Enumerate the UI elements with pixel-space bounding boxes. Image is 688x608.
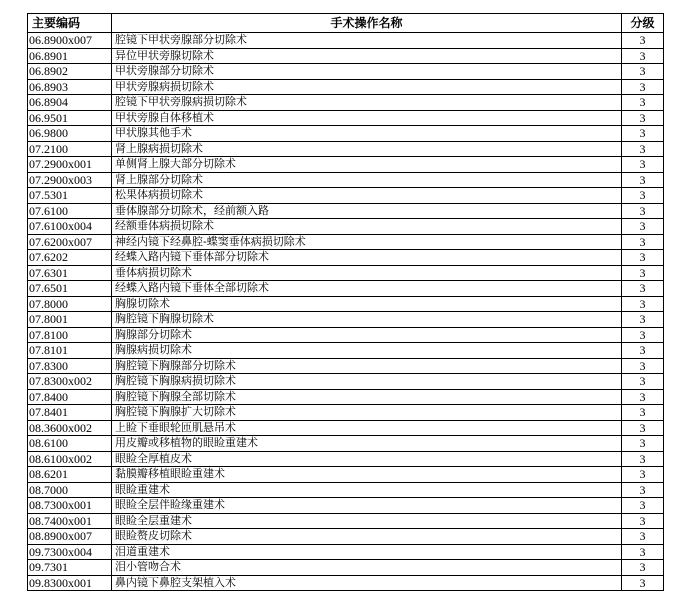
name-cell: 腔镜下甲状旁腺部分切除术 — [112, 33, 622, 49]
name-cell: 垂体腺部分切除术，经前额入路 — [112, 203, 622, 219]
table-row — [28, 513, 664, 529]
table-row — [28, 281, 664, 297]
code-cell: 08.6201 — [28, 467, 112, 483]
name-cell: 眼睑赘皮切除术 — [112, 529, 622, 545]
code-cell: 07.6301 — [28, 265, 112, 281]
level-cell: 3 — [622, 358, 664, 374]
header-level: 分级 — [622, 14, 664, 33]
name-cell: 经蝶入路内镜下垂体部分切除术 — [112, 250, 622, 266]
table-row — [28, 436, 664, 452]
table-row — [28, 327, 664, 343]
code-cell: 07.8101 — [28, 343, 112, 359]
table-row — [28, 358, 664, 374]
table-row — [28, 141, 664, 157]
table-row — [28, 250, 664, 266]
level-cell: 3 — [622, 513, 664, 529]
level-cell: 3 — [622, 64, 664, 80]
level-cell: 3 — [622, 560, 664, 576]
code-cell: 07.2900x001 — [28, 157, 112, 173]
code-cell: 07.2100 — [28, 141, 112, 157]
name-cell: 胸腺切除术 — [112, 296, 622, 312]
level-cell: 3 — [622, 529, 664, 545]
name-cell: 眼睑全厚植皮术 — [112, 451, 622, 467]
code-cell: 07.8300x002 — [28, 374, 112, 390]
name-cell: 胸腔镜下胸腺全部切除术 — [112, 389, 622, 405]
code-cell: 08.6100 — [28, 436, 112, 452]
level-cell: 3 — [622, 405, 664, 421]
code-cell: 06.8903 — [28, 79, 112, 95]
code-cell: 07.6200x007 — [28, 234, 112, 250]
code-cell: 07.8000 — [28, 296, 112, 312]
name-cell: 胸腔镜下胸腺部分切除术 — [112, 358, 622, 374]
name-cell: 异位甲状旁腺切除术 — [112, 48, 622, 64]
name-cell: 松果体病损切除术 — [112, 188, 622, 204]
table-row — [28, 482, 664, 498]
table-row — [28, 575, 664, 591]
code-cell: 07.6501 — [28, 281, 112, 297]
code-cell: 09.8300x001 — [28, 575, 112, 591]
header-code: 主要编码 — [28, 14, 112, 33]
table-row — [28, 64, 664, 80]
code-cell: 09.7300x004 — [28, 544, 112, 560]
header-name: 手术操作名称 — [112, 14, 622, 33]
level-cell: 3 — [622, 327, 664, 343]
code-cell: 06.8900x007 — [28, 33, 112, 49]
level-cell: 3 — [622, 436, 664, 452]
level-cell: 3 — [622, 126, 664, 142]
code-cell: 07.8001 — [28, 312, 112, 328]
code-cell: 06.8902 — [28, 64, 112, 80]
table-header — [28, 14, 664, 33]
name-cell: 眼睑重建术 — [112, 482, 622, 498]
level-cell: 3 — [622, 451, 664, 467]
code-cell: 08.7000 — [28, 482, 112, 498]
name-cell: 肾上腺部分切除术 — [112, 172, 622, 188]
level-cell: 3 — [622, 343, 664, 359]
code-cell: 08.7300x001 — [28, 498, 112, 514]
level-cell: 3 — [622, 172, 664, 188]
level-cell: 3 — [622, 575, 664, 591]
code-cell: 09.7301 — [28, 560, 112, 576]
level-cell: 3 — [622, 420, 664, 436]
code-cell: 08.7400x001 — [28, 513, 112, 529]
table-row — [28, 343, 664, 359]
table-row — [28, 203, 664, 219]
level-cell: 3 — [622, 188, 664, 204]
table-row — [28, 389, 664, 405]
name-cell: 单侧肾上腺大部分切除术 — [112, 157, 622, 173]
table-row — [28, 33, 664, 49]
code-cell: 07.6100 — [28, 203, 112, 219]
table-row — [28, 420, 664, 436]
code-cell: 07.6202 — [28, 250, 112, 266]
level-cell: 3 — [622, 498, 664, 514]
level-cell: 3 — [622, 79, 664, 95]
name-cell: 甲状旁腺病损切除术 — [112, 79, 622, 95]
code-cell: 07.8401 — [28, 405, 112, 421]
name-cell: 腔镜下甲状旁腺病损切除术 — [112, 95, 622, 111]
name-cell: 甲状旁腺部分切除术 — [112, 64, 622, 80]
level-cell: 3 — [622, 281, 664, 297]
table-row — [28, 172, 664, 188]
code-cell: 07.2900x003 — [28, 172, 112, 188]
table-row — [28, 560, 664, 576]
name-cell: 甲状旁腺自体移植术 — [112, 110, 622, 126]
level-cell: 3 — [622, 265, 664, 281]
code-cell: 08.3600x002 — [28, 420, 112, 436]
table-row — [28, 48, 664, 64]
procedure-table — [27, 13, 664, 591]
code-cell: 07.8400 — [28, 389, 112, 405]
table-row — [28, 95, 664, 111]
table-row — [28, 110, 664, 126]
code-cell: 06.8901 — [28, 48, 112, 64]
table-row — [28, 188, 664, 204]
level-cell: 3 — [622, 48, 664, 64]
level-cell: 3 — [622, 141, 664, 157]
level-cell: 3 — [622, 389, 664, 405]
level-cell: 3 — [622, 203, 664, 219]
name-cell: 胸腺病损切除术 — [112, 343, 622, 359]
level-cell: 3 — [622, 296, 664, 312]
name-cell: 鼻内镜下鼻腔支架植入术 — [112, 575, 622, 591]
level-cell: 3 — [622, 544, 664, 560]
level-cell: 3 — [622, 312, 664, 328]
table-row — [28, 405, 664, 421]
level-cell: 3 — [622, 157, 664, 173]
name-cell: 泪小管吻合术 — [112, 560, 622, 576]
name-cell: 胸腔镜下胸腺病损切除术 — [112, 374, 622, 390]
code-cell: 06.8904 — [28, 95, 112, 111]
level-cell: 3 — [622, 374, 664, 390]
table-row — [28, 219, 664, 235]
code-cell: 08.6100x002 — [28, 451, 112, 467]
name-cell: 胸腔镜下胸腺切除术 — [112, 312, 622, 328]
header-row — [28, 14, 664, 33]
code-cell: 06.9501 — [28, 110, 112, 126]
name-cell: 肾上腺病损切除术 — [112, 141, 622, 157]
table-row — [28, 265, 664, 281]
table-row — [28, 79, 664, 95]
level-cell: 3 — [622, 250, 664, 266]
name-cell: 经蝶入路内镜下垂体全部切除术 — [112, 281, 622, 297]
level-cell: 3 — [622, 467, 664, 483]
code-cell: 06.9800 — [28, 126, 112, 142]
table-row — [28, 498, 664, 514]
name-cell: 经额垂体病损切除术 — [112, 219, 622, 235]
code-cell: 08.8900x007 — [28, 529, 112, 545]
level-cell: 3 — [622, 95, 664, 111]
table-body — [28, 33, 664, 591]
name-cell: 眼睑全层伴睑缘重建术 — [112, 498, 622, 514]
name-cell: 胸腺部分切除术 — [112, 327, 622, 343]
table-row — [28, 374, 664, 390]
level-cell: 3 — [622, 219, 664, 235]
name-cell: 神经内镜下经鼻腔-蝶窦垂体病损切除术 — [112, 234, 622, 250]
code-cell: 07.8300 — [28, 358, 112, 374]
name-cell: 上睑下垂眼轮匝肌悬吊术 — [112, 420, 622, 436]
name-cell: 眼睑全层重建术 — [112, 513, 622, 529]
code-cell: 07.8100 — [28, 327, 112, 343]
level-cell: 3 — [622, 33, 664, 49]
table-row — [28, 529, 664, 545]
code-cell: 07.5301 — [28, 188, 112, 204]
level-cell: 3 — [622, 234, 664, 250]
level-cell: 3 — [622, 110, 664, 126]
name-cell: 泪道重建术 — [112, 544, 622, 560]
table-row — [28, 126, 664, 142]
name-cell: 甲状腺其他手术 — [112, 126, 622, 142]
table-row — [28, 296, 664, 312]
table-row — [28, 234, 664, 250]
code-cell: 07.6100x004 — [28, 219, 112, 235]
name-cell: 垂体病损切除术 — [112, 265, 622, 281]
table-row — [28, 451, 664, 467]
name-cell: 用皮瓣或移植物的眼睑重建术 — [112, 436, 622, 452]
table-row — [28, 157, 664, 173]
table-row — [28, 544, 664, 560]
name-cell: 黏膜瓣移植眼睑重建术 — [112, 467, 622, 483]
table-row — [28, 312, 664, 328]
name-cell: 胸腔镜下胸腺扩大切除术 — [112, 405, 622, 421]
table-row — [28, 467, 664, 483]
level-cell: 3 — [622, 482, 664, 498]
